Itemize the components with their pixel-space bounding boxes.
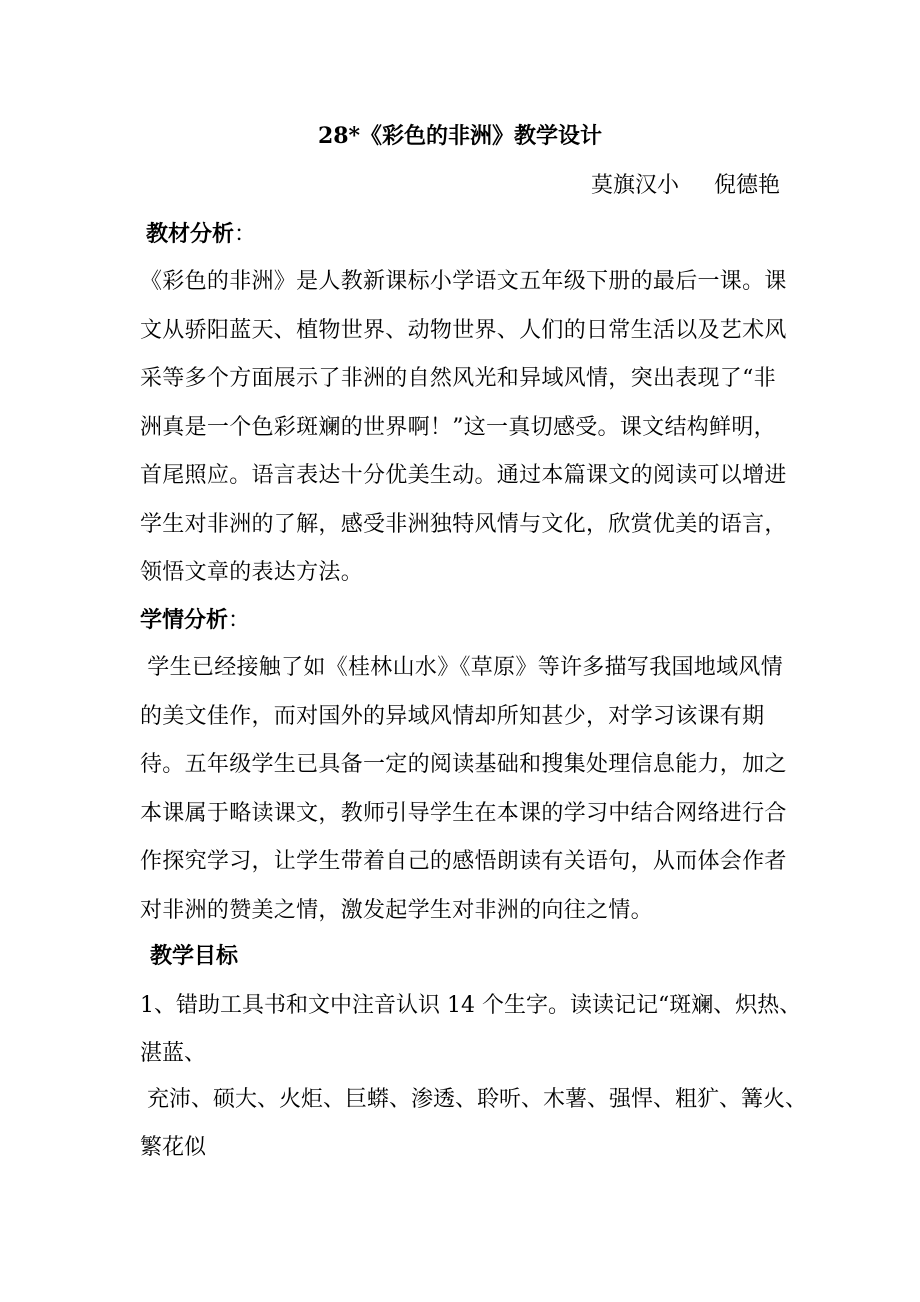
author-line: 莫旗汉小 倪德艳 — [591, 173, 780, 198]
section-body-textbook-analysis: 《彩色的非洲》是人教新课标小学语文五年级下册的最后一课。课文从骄阳蓝天、植物世界、动物世界、人们的日常生活以及艺术风采等多个方面展示了非洲的自然风光和异域风情，突出表现了“非洲真是一个色彩斑斓的世界啊！”这一真切感受。课文结构鲜明，首尾照应。语言表达十分优美生动。通过本篇课文的阅读可以增进学生对非洲的了解，感受非洲独特风情与文化，欣赏优美的语言，领悟文章的表达方法。 — [140, 269, 787, 585]
heading-text: 教材分析 — [146, 221, 235, 247]
heading-text: 学情分析 — [140, 607, 229, 633]
goal-line: 繁花似 — [140, 1135, 207, 1160]
heading-colon: ： — [234, 222, 257, 247]
section-body-student-analysis: 学生已经接触了如《桂林山水》《草原》等许多描写我国地域风情的美文佳作，而对国外的异域风情却所知甚少，对学习该课有期待。五年级学生已具备一定的阅读基础和搜集处理信息能力，加之本课属于略读课文，教师引导学生在本课的学习中结合网络进行合作探究学习，让学生带着自己的感悟朗读有关语句，从而体会作者对非洲的赞美之情，激发起学生对非洲的向往之情。 — [140, 655, 787, 923]
goal-line: 充沛、硕大、火炬、巨蟒、渗透、聆听、木薯、强悍、粗犷、篝火、 — [140, 1087, 807, 1112]
heading-colon: ： — [228, 608, 251, 633]
section-heading-teaching-goals — [150, 940, 238, 972]
heading-text: 教学目标 — [150, 943, 239, 969]
section-heading-textbook-analysis — [146, 218, 256, 251]
document-title: 28*《彩色的非洲》教学设计 — [317, 123, 603, 149]
goal-line: 1、错助工具书和文中注音认识 14 个生字。读读记记“斑斓、炽热、 — [140, 993, 802, 1018]
section-heading-student-analysis — [140, 604, 250, 637]
goal-line: 湛蓝、 — [140, 1041, 207, 1066]
